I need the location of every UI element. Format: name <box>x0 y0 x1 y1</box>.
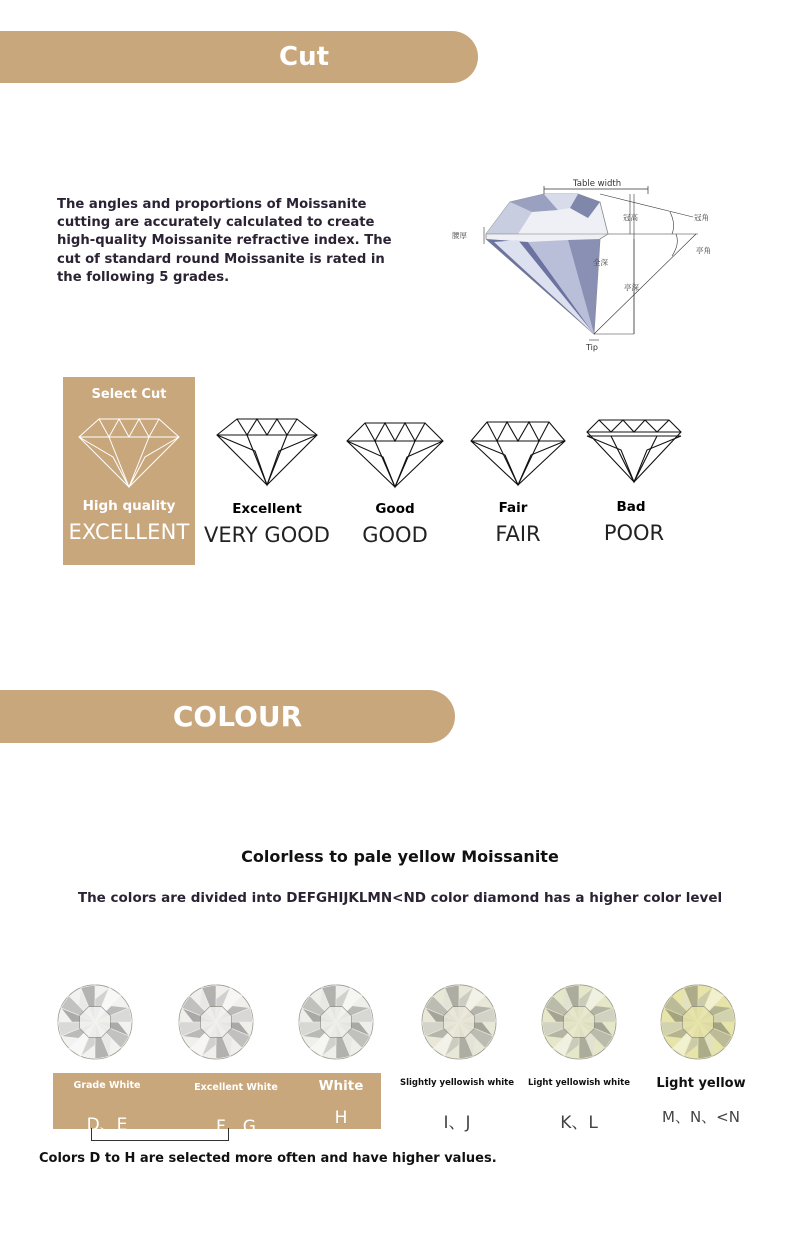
cut-grade-name: FAIR <box>495 522 541 546</box>
diagram-tip-label: Tip <box>586 343 598 352</box>
colour-group-codes: D、E <box>86 1115 128 1135</box>
colour-group-title: White <box>318 1078 364 1094</box>
colour-group-title: Light yellowish white <box>528 1078 630 1088</box>
cut-grade-label: Excellent <box>232 501 302 517</box>
diamond-outline-icon <box>469 419 567 487</box>
cut-grade-poor <box>564 418 704 548</box>
cut-grade-name: GOOD <box>362 523 428 547</box>
colour-footnote: Colors D to H are selected more often and have higher values. <box>39 1151 497 1166</box>
diamond-outline-icon <box>215 417 319 487</box>
colour-banner-title: COLOUR <box>172 700 303 733</box>
colour-group-title: Excellent White <box>194 1082 278 1093</box>
cut-proportions-diagram <box>448 172 738 357</box>
colour-section-banner <box>0 690 455 743</box>
colour-group-codes: M、N、<N <box>662 1108 740 1126</box>
colour-subheading: The colors are divided into DEFGHIJKLMN<ND color diamond has a higher color level <box>77 890 723 906</box>
colour-group-title: Light yellow <box>656 1076 746 1091</box>
select-cut-grade: EXCELLENT <box>68 520 190 544</box>
diamond-stone-icon <box>177 983 255 1061</box>
diagram-total-depth-label: 全深 <box>593 258 608 267</box>
colour-group-codes: F、G <box>216 1117 256 1137</box>
colour-group-codes: K、L <box>560 1113 598 1133</box>
cut-grade-label: Fair <box>498 500 528 516</box>
diagram-girdle-label: 腰厚 <box>452 231 467 240</box>
colour-group-title: Grade White <box>73 1080 141 1091</box>
diamond-outline-icon <box>585 418 683 484</box>
cut-grade-very-good <box>197 417 337 547</box>
diagram-pavilion-angle-label: 亭角 <box>696 246 711 255</box>
diamond-stone-icon <box>297 983 375 1061</box>
diagram-crown-angle-label: 冠角 <box>694 213 709 222</box>
cut-grade-name: POOR <box>603 521 665 545</box>
diagram-crown-height-label: 冠高 <box>623 213 638 222</box>
cut-grade-good <box>325 419 465 549</box>
diamond-stone-icon <box>56 983 134 1061</box>
selection-bracket <box>91 1128 229 1141</box>
cut-grade-name: VERY GOOD <box>204 523 330 547</box>
colour-group-codes: H <box>334 1108 348 1128</box>
select-cut-title: Select Cut <box>91 387 167 402</box>
select-cut-quality: High quality <box>82 498 176 514</box>
select-cut-card <box>63 377 195 565</box>
cut-section-banner <box>0 31 478 83</box>
diamond-stone-icon <box>540 983 618 1061</box>
colour-group-codes: I、J <box>443 1113 471 1133</box>
diamond-outline-icon <box>77 413 181 489</box>
cut-grade-label: Bad <box>616 499 646 515</box>
colour-heading: Colorless to pale yellow Moissanite <box>241 847 559 866</box>
diagram-table-width-label: Table width <box>573 179 622 189</box>
cut-intro-text: The angles and proportions of Moissanite cutting are accurately calculated to create high-quality Moissanite refractive index. The cut of standard round Moissanite is rated in the following 5 grades. <box>57 197 392 285</box>
diamond-stone-icon <box>420 983 498 1061</box>
diagram-pavilion-depth-label: 亭深 <box>624 283 639 292</box>
cut-grade-label: Good <box>375 501 415 517</box>
diamond-stone-icon <box>659 983 737 1061</box>
colour-group-title: Slightly yellowish white <box>399 1078 514 1088</box>
cut-banner-title: Cut <box>278 42 330 72</box>
diamond-outline-icon <box>345 419 445 489</box>
